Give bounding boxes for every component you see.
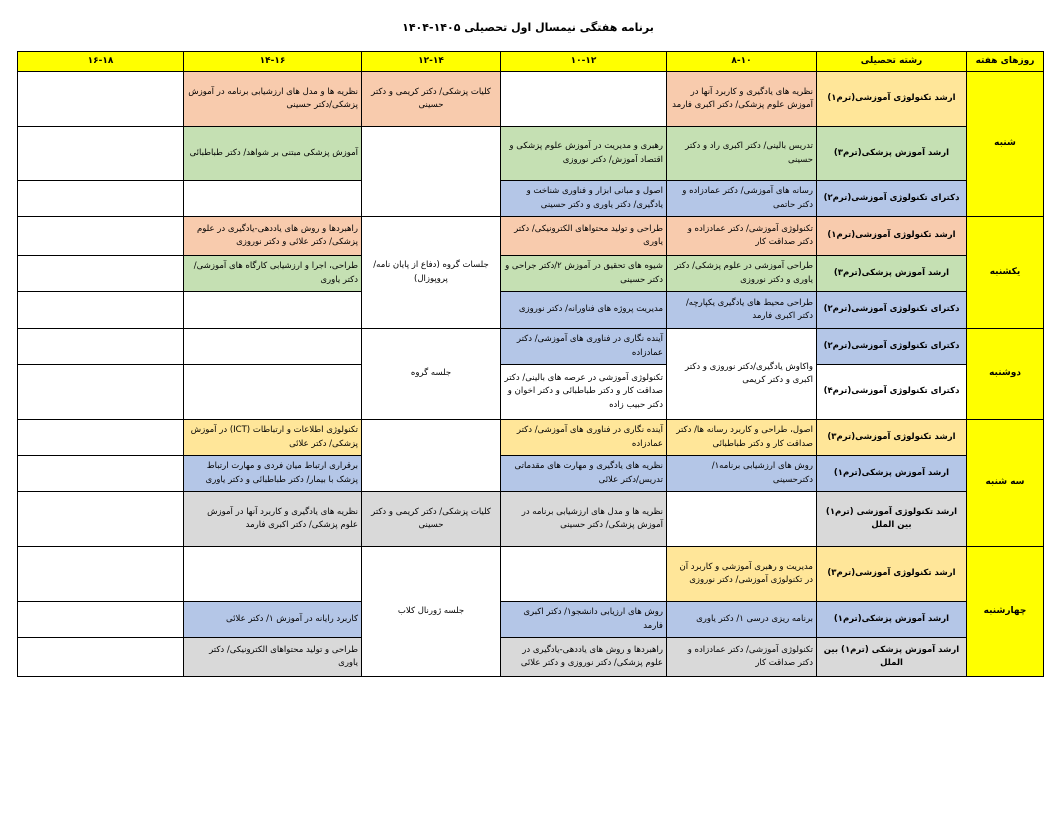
course-cell: نظریه ها و مدل های ارزشیابی برنامه در آموزش پزشکی/ دکتر حسینی xyxy=(501,492,667,547)
course-cell: طراحی، اجرا و ارزشیابی کارگاه های آموزشی/ دکتر یاوری xyxy=(184,256,362,292)
empty-cell xyxy=(18,638,184,677)
course-cell: آینده نگاری در فناوری های آموزشی/ دکتر عمادزاده xyxy=(501,420,667,456)
empty-cell xyxy=(184,365,362,420)
table-row xyxy=(18,217,1044,256)
program-cell: ارشد تکنولوژی آموزشی(ترم۳) xyxy=(817,547,967,602)
page-title: برنامه هفتگی نیمسال اول تحصیلی ۱۴۰۵-۱۴۰۴ xyxy=(402,21,654,34)
course-cell: واکاوش یادگیری/دکتر نوروزی و دکتر اکبری و دکتر کریمی xyxy=(667,329,817,420)
course-cell: آموزش پزشکی مبتنی بر شواهد/ دکتر طباطبائی xyxy=(184,127,362,181)
course-cell: نظریه های یادگیری و مهارت های مقدماتی تدریس/دکتر علائی xyxy=(501,456,667,492)
program-cell: ارشد آموزش پزشکی(ترم۳) xyxy=(817,127,967,181)
empty-cell xyxy=(18,292,184,329)
day-cell-tue: سه شنبه xyxy=(967,420,1044,547)
course-cell: رسانه های آموزشی/ دکتر عمادزاده و دکتر حاتمی xyxy=(667,181,817,217)
empty-cell xyxy=(18,420,184,456)
course-cell: آینده نگاری در فناوری های آموزشی/ دکتر عمادزاده xyxy=(501,329,667,365)
empty-cell xyxy=(18,365,184,420)
header-slot-14-16: ۱۴-۱۶ xyxy=(184,52,362,72)
program-cell: ارشد آموزش پزشکی (ترم۱) بین الملل xyxy=(817,638,967,677)
course-cell: رهبری و مدیریت در آموزش علوم پزشکی و اقتصاد آموزش/ دکتر نوروزی xyxy=(501,127,667,181)
empty-cell xyxy=(18,602,184,638)
empty-cell xyxy=(501,547,667,602)
course-cell: مدیریت و رهبری آموزشی و کاربرد آن در تکنولوژی آموزشی/ دکتر نوروزی xyxy=(667,547,817,602)
table-row xyxy=(18,492,1044,547)
table-row xyxy=(18,181,1044,217)
course-cell: طراحی آموزشی در علوم پزشکی/ دکتر یاوری و دکتر نوروزی xyxy=(667,256,817,292)
empty-cell xyxy=(18,181,184,217)
empty-cell xyxy=(184,292,362,329)
course-cell: مدیریت پروژه های فناورانه/ دکتر نوروزی xyxy=(501,292,667,329)
empty-cell xyxy=(362,127,501,217)
table-row xyxy=(18,602,1044,638)
program-cell: ارشد تکنولوژی آموزشی(ترم۱) xyxy=(817,72,967,127)
program-cell: دکترای تکنولوژی آموزشی(ترم۴) xyxy=(817,365,967,420)
empty-cell xyxy=(18,329,184,365)
empty-cell xyxy=(362,420,501,492)
course-cell: نظریه های یادگیری و کاربرد آنها در آموزش علوم پزشکی/ دکتر اکبری فارمد xyxy=(667,72,817,127)
empty-cell xyxy=(18,456,184,492)
program-cell: ارشد تکنولوژی آموزشی(ترم۱) xyxy=(817,217,967,256)
program-cell: دکترای تکنولوژی آموزشی(ترم۲) xyxy=(817,329,967,365)
course-cell: برنامه ریزی درسی ۱/ دکتر یاوری xyxy=(667,602,817,638)
course-cell: تکنولوژی آموزشی در عرصه های بالینی/ دکتر صداقت کار و دکتر طباطبائی و دکتر اخوان و دکتر حبیب زاده xyxy=(501,365,667,420)
header-slot-10-12: ۱۰-۱۲ xyxy=(501,52,667,72)
course-cell: جلسه ژورنال کلاب xyxy=(362,547,501,677)
day-cell-mon: دوشنبه xyxy=(967,329,1044,420)
table-row xyxy=(18,256,1044,292)
course-cell: تکنولوژی اطلاعات و ارتباطات (ICT) در آموزش پزشکی/ دکتر علائی xyxy=(184,420,362,456)
course-cell: شیوه های تحقیق در آموزش ۲/دکتر جراحی و دکتر حسینی xyxy=(501,256,667,292)
course-cell: طراحی و تولید محتواهای الکترونیکی/ دکتر یاوری xyxy=(501,217,667,256)
day-cell-wed: چهارشنبه xyxy=(967,547,1044,677)
course-cell: کلیات پزشکی/ دکتر کریمی و دکتر حسینی xyxy=(362,72,501,127)
course-cell: راهبردها و روش های یاددهی-یادگیری در علوم پزشکی/ دکتر نوروزی و دکتر علائی xyxy=(501,638,667,677)
header-slot-12-14: ۱۲-۱۴ xyxy=(362,52,501,72)
program-cell: ارشد تکنولوژی آموزشی (ترم۱) بین الملل xyxy=(817,492,967,547)
course-cell: اصول و مبانی ابزار و فناوری شناخت و یادگیری/ دکتر یاوری و دکتر حسینی xyxy=(501,181,667,217)
empty-cell xyxy=(184,181,362,217)
course-cell: راهبردها و روش های یاددهی-یادگیری در علوم پزشکی/ دکتر علائی و دکتر نوروزی xyxy=(184,217,362,256)
course-cell: جلسات گروه (دفاع از پایان نامه/پروپوزال) xyxy=(362,217,501,329)
program-cell: ارشد آموزش پزشکی(ترم۳) xyxy=(817,256,967,292)
table-row xyxy=(18,72,1044,127)
course-cell: نظریه های یادگیری و کاربرد آنها در آموزش علوم پزشکی/ دکتر اکبری فارمد xyxy=(184,492,362,547)
program-cell: ارشد آموزش پزشکی(ترم۱) xyxy=(817,602,967,638)
course-cell: برقراری ارتباط میان فردی و مهارت ارتباط پزشک با بیمار/ دکتر طباطبائی و دکتر یاوری xyxy=(184,456,362,492)
course-cell: جلسه گروه xyxy=(362,329,501,420)
weekly-schedule-table xyxy=(17,51,1044,677)
empty-cell xyxy=(18,72,184,127)
table-row xyxy=(18,456,1044,492)
empty-cell xyxy=(501,72,667,127)
course-cell: کلیات پزشکی/ دکتر کریمی و دکتر حسینی xyxy=(362,492,501,547)
program-cell: دکترای تکنولوژی آموزشی(ترم۲) xyxy=(817,292,967,329)
empty-cell xyxy=(184,329,362,365)
empty-cell xyxy=(18,547,184,602)
table-row xyxy=(18,420,1044,456)
course-cell: روش های ارزیابی دانشجو۱/ دکتر اکبری فارمد xyxy=(501,602,667,638)
empty-cell xyxy=(18,217,184,256)
header-row xyxy=(18,52,1044,72)
empty-cell xyxy=(667,492,817,547)
program-cell: دکترای تکنولوژی آموزشی(ترم۲) xyxy=(817,181,967,217)
header-slot-16-18: ۱۶-۱۸ xyxy=(18,52,184,72)
program-cell: ارشد تکنولوژی آموزشی(ترم۳) xyxy=(817,420,967,456)
course-cell: تدریس بالینی/ دکتر اکبری راد و دکتر حسینی xyxy=(667,127,817,181)
empty-cell xyxy=(18,127,184,181)
empty-cell xyxy=(18,256,184,292)
course-cell: تکنولوژی آموزشی/ دکتر عمادزاده و دکتر صداقت کار xyxy=(667,638,817,677)
course-cell: نظریه ها و مدل های ارزشیابی برنامه در آموزش پزشکی/دکتر حسینی xyxy=(184,72,362,127)
table-row xyxy=(18,547,1044,602)
table-row xyxy=(18,365,1044,420)
course-cell: طراحی محیط های یادگیری یکپارچه/ دکتر اکبری فارمد xyxy=(667,292,817,329)
course-cell: طراحی و تولید محتواهای الکترونیکی/ دکتر یاوری xyxy=(184,638,362,677)
empty-cell xyxy=(184,547,362,602)
course-cell: تکنولوژی آموزشی/ دکتر عمادزاده و دکتر صداقت کار xyxy=(667,217,817,256)
program-cell: ارشد آموزش پزشکی(ترم۱) xyxy=(817,456,967,492)
day-cell-sat: شنبه xyxy=(967,72,1044,217)
empty-cell xyxy=(18,492,184,547)
table-row xyxy=(18,127,1044,181)
header-day: روزهای هفته xyxy=(967,52,1044,72)
course-cell: کاربرد رایانه در آموزش ۱/ دکتر علائی xyxy=(184,602,362,638)
header-slot-8-10: ۸-۱۰ xyxy=(667,52,817,72)
table-row xyxy=(18,292,1044,329)
table-row xyxy=(18,329,1044,365)
day-cell-sun: یکشنبه xyxy=(967,217,1044,329)
header-program: رشته تحصیلی xyxy=(817,52,967,72)
course-cell: روش های ارزشیابی برنامه۱/ دکترحسینی xyxy=(667,456,817,492)
course-cell: اصول، طراحی و کاربرد رسانه ها/ دکتر صداقت کار و دکتر طباطبائی xyxy=(667,420,817,456)
table-row xyxy=(18,638,1044,677)
